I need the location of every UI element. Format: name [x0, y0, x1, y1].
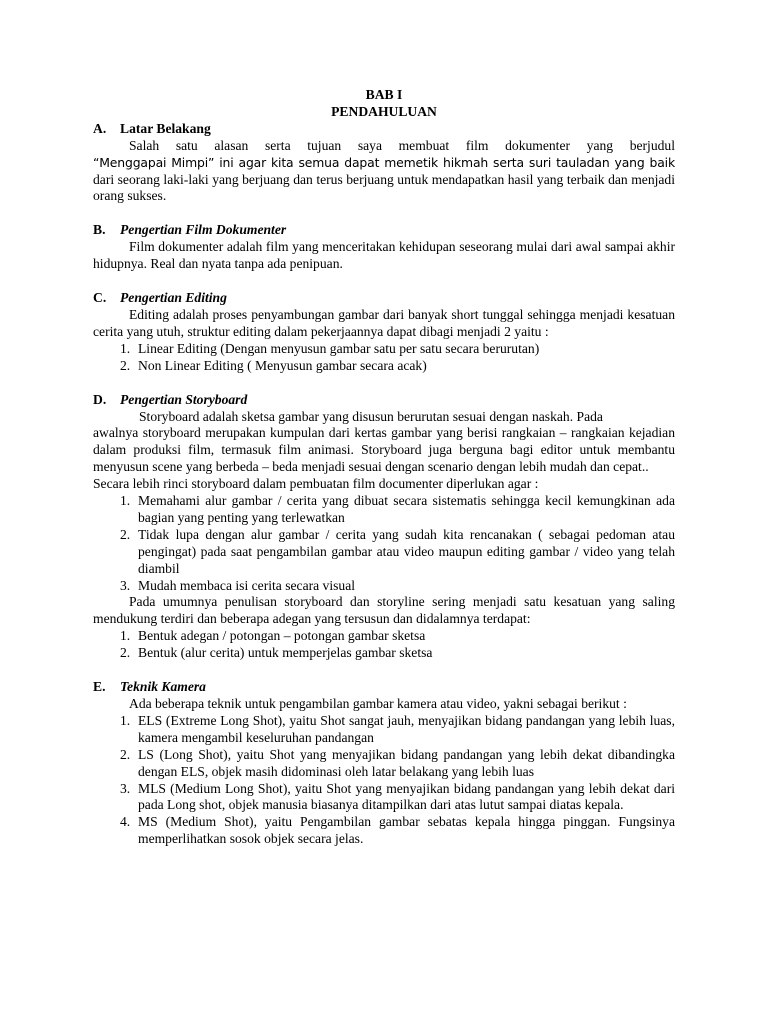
- list-item-text: ELS (Extreme Long Shot), yaitu Shot sangat jauh, menyajikan bidang pandangan yang lebih luas, kamera mengambil keseluruhan pandangan: [138, 712, 675, 745]
- list-item: [93, 814, 675, 848]
- list-item-text: LS (Long Shot), yaitu Shot yang menyajikan bidang pandangan yang lebih dekat dibandingka dengan ELS, objek masih didominasi oleh latar belakang yang lebih luas: [138, 746, 675, 779]
- list-item: [93, 645, 675, 662]
- section-b-title: Pengertian Film Dokumenter: [120, 222, 287, 238]
- list-item: [93, 578, 675, 595]
- list-item-number: 1.: [120, 712, 131, 728]
- list-item: [93, 781, 675, 815]
- section-d-heading: [93, 392, 675, 409]
- section-b-label: B.: [93, 222, 106, 238]
- list-item-text: Bentuk adegan / potongan – potongan gambar sketsa: [138, 628, 426, 644]
- list-item-number: 1.: [120, 628, 131, 644]
- list-item-number: 1.: [120, 493, 131, 509]
- list-item-text: MLS (Medium Long Shot), yaitu Shot yang menyajikan bidang pandangan yang lebih dekat dari pada Long shot, objek manusia biasanya ditampilkan dari atas lutut sampai diatas kepala.: [138, 780, 675, 813]
- list-item: [93, 493, 675, 527]
- list-item-text: Bentuk (alur cerita) untuk memperjelas gambar sketsa: [138, 645, 433, 661]
- section-c-list: [93, 341, 675, 375]
- section-e-label: E.: [93, 679, 106, 695]
- section-a-paragraph-rest: dari seorang laki-laki yang berjuang dan terus berjuang untuk mendapatkan hasil yang terbaik dan menjadi orang sukses.: [93, 171, 675, 204]
- list-item: [93, 628, 675, 645]
- section-e-list: [93, 713, 675, 848]
- section-d-list2: [93, 628, 675, 662]
- list-item-text: Mudah membaca isi cerita secara visual: [138, 577, 356, 593]
- section-a-heading: [93, 121, 675, 138]
- document-content: [93, 87, 675, 848]
- section-d-paragraph1-line1: Storyboard adalah sketsa gambar yang disusun berurutan sesuai dengan naskah. Pada: [139, 408, 603, 424]
- list-item-number: 2.: [120, 526, 131, 542]
- list-item-number: 3.: [120, 780, 131, 796]
- list-item-number: 2.: [120, 357, 131, 373]
- list-item-number: 2.: [120, 645, 131, 661]
- list-item: [93, 358, 675, 375]
- section-d-title: Pengertian Storyboard: [120, 391, 248, 407]
- section-c-label: C.: [93, 290, 107, 306]
- list-item-number: 2.: [120, 746, 131, 762]
- list-item-number: 1.: [120, 340, 131, 356]
- section-c-title: Pengertian Editing: [120, 290, 227, 306]
- list-item: [93, 713, 675, 747]
- section-a-paragraph-line1: Salah satu alasan serta tujuan saya membuat film dokumenter yang berjudul: [129, 137, 675, 153]
- section-b-paragraph: Film dokumenter adalah film yang menceritakan kehidupan seseorang mulai dari awal sampai akhir hidupnya. Real dan nyata tanpa ada penipuan.: [93, 239, 675, 272]
- list-item: [93, 527, 675, 578]
- section-d-label: D.: [93, 391, 107, 407]
- section-a-title: Latar Belakang: [120, 120, 211, 136]
- list-item: [93, 747, 675, 781]
- section-e-paragraph: Ada beberapa teknik untuk pengambilan gambar kamera atau video, yakni sebagai berikut :: [129, 696, 627, 711]
- section-c-paragraph: Editing adalah proses penyambungan gambar dari banyak short tunggal sehingga menjadi kesatuan cerita yang utuh, struktur editing dalam pekerjaannya dapat dibagi menjadi 2 yaitu :: [93, 306, 675, 339]
- list-item-text: Tidak lupa dengan alur gambar / cerita yang sudah kita rencanakan ( sebagai pedoman atau pengingat) pada saat pengambilan gambar atau video maupun editing gambar / video yang telah diambil: [138, 526, 675, 576]
- list-item-number: 3.: [120, 577, 131, 593]
- section-d-paragraph2: Secara lebih rinci storyboard dalam pembuatan film documenter diperlukan agar :: [93, 476, 539, 492]
- section-e-title: Teknik Kamera: [120, 679, 206, 695]
- chapter-title: PENDAHULUAN: [331, 103, 437, 119]
- list-item-text: MS (Medium Shot), yaitu Pengambilan gambar sebatas kepala hingga pinggan. Fungsinya memperlihatkan sosok objek secara jelas.: [138, 814, 675, 847]
- section-d-paragraph3: Pada umumnya penulisan storyboard dan storyline sering menjadi satu kesatuan yang saling mendukung terdiri dan beberapa adegan yang tersusun dan didalamnya terdapat:: [93, 594, 675, 627]
- section-a-label: A.: [93, 120, 107, 136]
- section-a-paragraph-line2: “Menggapai Mimpi” ini agar kita semua dapat memetik hikmah serta suri tauladan yang baik: [93, 154, 675, 170]
- list-item-number: 4.: [120, 814, 131, 830]
- list-item: [93, 341, 675, 358]
- section-b-heading: [93, 222, 675, 239]
- list-item-text: Non Linear Editing ( Menyusun gambar secara acak): [138, 357, 427, 373]
- section-e-heading: [93, 679, 675, 696]
- chapter-number: BAB I: [365, 87, 403, 102]
- list-item-text: Linear Editing (Dengan menyusun gambar satu per satu secara berurutan): [138, 340, 540, 356]
- section-d-paragraph1-rest: awalnya storyboard merupakan kumpulan dari kertas gambar yang berisi rangkaian – rangkaian kejadian dalam produksi film, termasuk film animasi. Storyboard juga berguna bagi editor untuk membantu menyusun scene yang berbeda – beda menjadi sesuai dengan scenario dengan lebih mudah dan cepat..: [93, 425, 675, 475]
- section-c-heading: [93, 290, 675, 307]
- list-item-text: Memahami alur gambar / cerita yang dibuat secara sistematis sehingga kecil kemungkinan ada bagian yang penting yang terlewatkan: [138, 493, 675, 525]
- section-d-list1: [93, 493, 675, 594]
